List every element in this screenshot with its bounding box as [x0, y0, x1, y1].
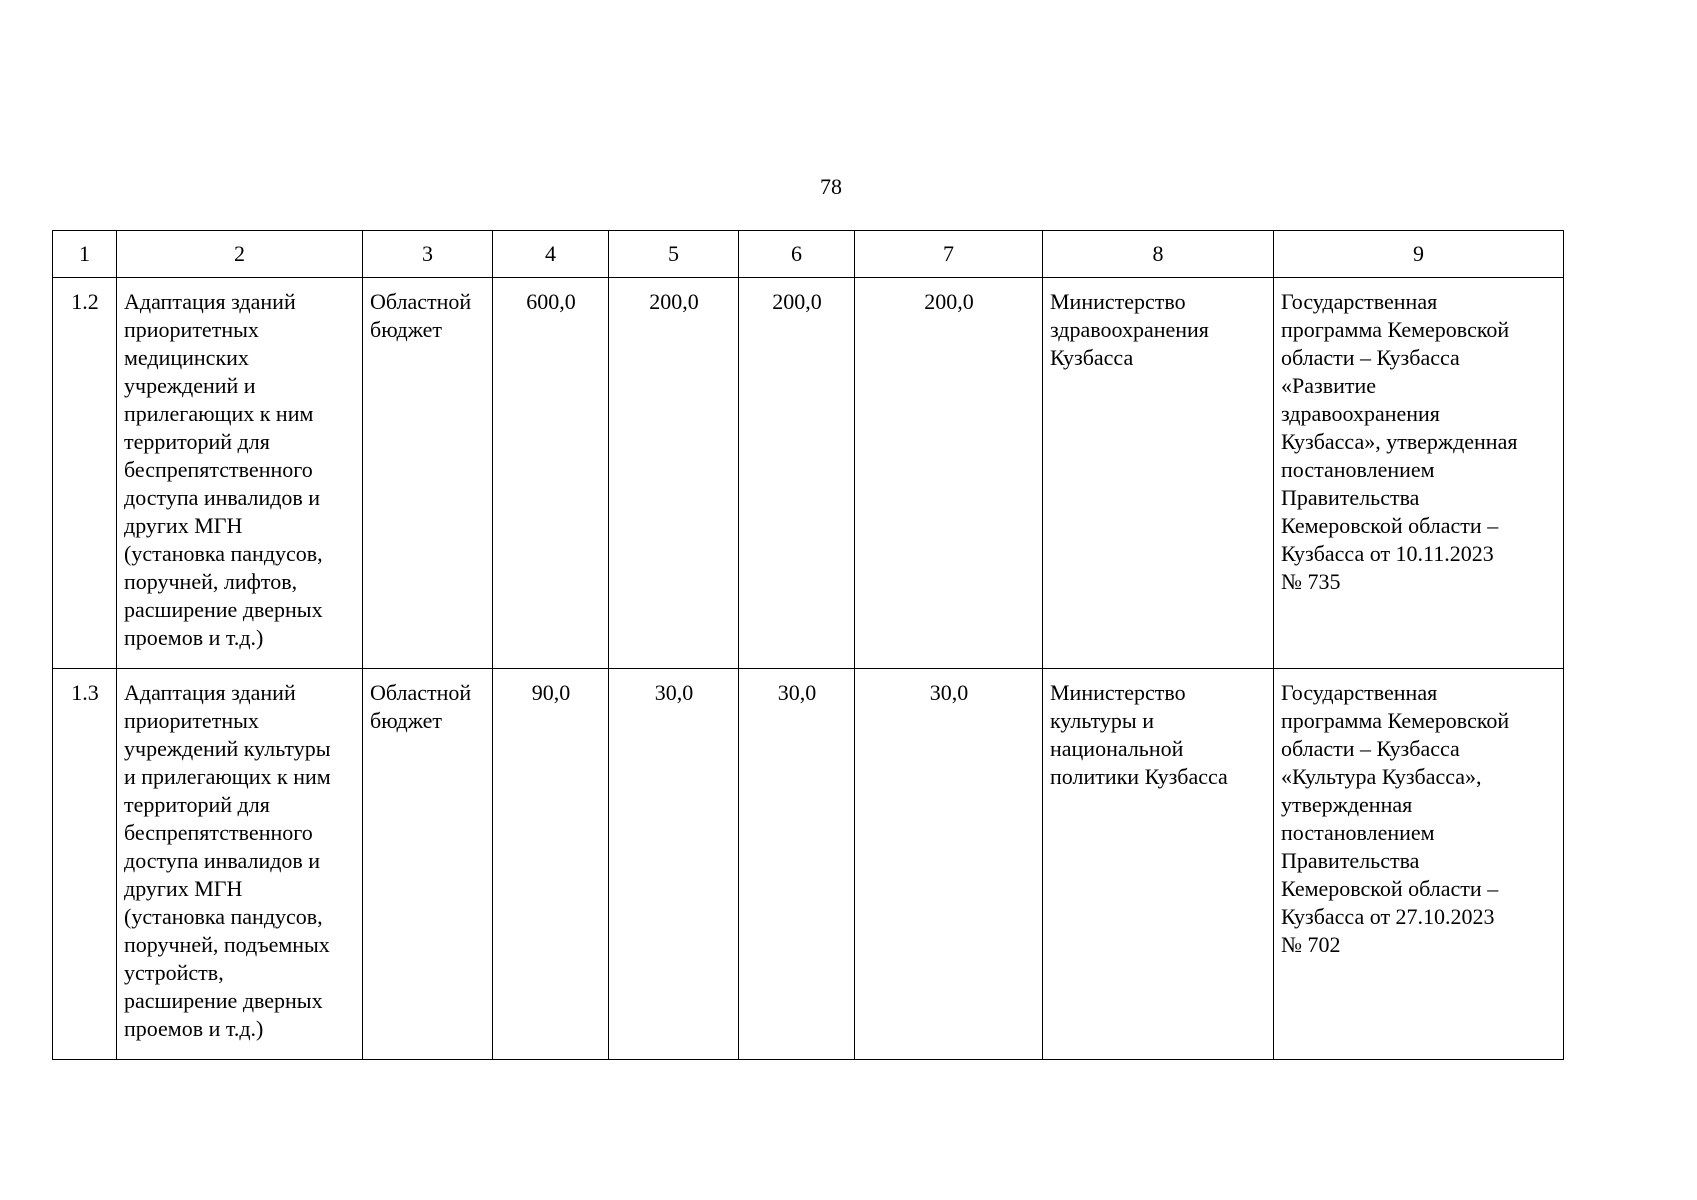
- column-header-1: 1: [53, 231, 117, 278]
- cell-text-line: области – Кузбасса: [1281, 736, 1460, 761]
- cell-text-line: территорий для: [124, 792, 270, 817]
- column-header-3: 3: [363, 231, 493, 278]
- amount-year-1: 200,0: [609, 278, 739, 669]
- cell-text-line: Министерство: [1050, 289, 1186, 314]
- measure-description: [117, 278, 363, 669]
- cell-text-line: бюджет: [370, 317, 442, 342]
- cell-text-line: доступа инвалидов и: [124, 848, 321, 873]
- funding-source: [363, 278, 493, 669]
- cell-text-line: Кемеровской области –: [1281, 513, 1499, 538]
- program-reference: [1274, 278, 1564, 669]
- column-header-4: 4: [493, 231, 609, 278]
- cell-text-line: Министерство: [1050, 680, 1186, 705]
- cell-text-line: постановлением: [1281, 820, 1435, 845]
- cell-text-line: Кузбасса от 10.11.2023: [1281, 541, 1494, 566]
- responsible-executor: [1043, 669, 1274, 1060]
- cell-text-line: учреждений культуры: [124, 736, 331, 761]
- row-number: 1.2: [53, 278, 117, 669]
- amount-year-2: 30,0: [739, 669, 855, 1060]
- amount-year-2: 200,0: [739, 278, 855, 669]
- program-reference: [1274, 669, 1564, 1060]
- cell-text-line: проемов и т.д.): [124, 625, 264, 650]
- cell-text-line: (установка пандусов,: [124, 904, 323, 929]
- table-row: [53, 278, 1564, 669]
- cell-text-line: области – Кузбасса: [1281, 345, 1460, 370]
- cell-text-line: здравоохранения: [1050, 317, 1209, 342]
- column-header-9: 9: [1274, 231, 1564, 278]
- row-number: 1.3: [53, 669, 117, 1060]
- cell-text-line: медицинских: [124, 345, 249, 370]
- cell-text-line: проемов и т.д.): [124, 1016, 264, 1041]
- cell-text-line: беспрепятственного: [124, 820, 313, 845]
- cell-text-line: «Развитие: [1281, 373, 1377, 398]
- cell-text-line: поручней, лифтов,: [124, 569, 298, 594]
- cell-text-line: Кузбасса от 27.10.2023: [1281, 904, 1495, 929]
- column-header-8: 8: [1043, 231, 1274, 278]
- responsible-executor: [1043, 278, 1274, 669]
- column-header-7: 7: [855, 231, 1043, 278]
- cell-text-line: и прилегающих к ним: [124, 764, 331, 789]
- measure-description: [117, 669, 363, 1060]
- cell-text-line: беспрепятственного: [124, 457, 313, 482]
- cell-text-line: бюджет: [370, 708, 442, 733]
- cell-text-line: программа Кемеровской: [1281, 708, 1510, 733]
- cell-text-line: Областной: [370, 680, 472, 705]
- cell-text-line: учреждений и: [124, 373, 256, 398]
- cell-text-line: программа Кемеровской: [1281, 317, 1510, 342]
- cell-text-line: приоритетных: [124, 317, 259, 342]
- cell-text-line: территорий для: [124, 429, 270, 454]
- column-header-5: 5: [609, 231, 739, 278]
- amount-total: 600,0: [493, 278, 609, 669]
- cell-text-line: Адаптация зданий: [124, 680, 296, 705]
- cell-text-line: культуры и: [1050, 708, 1154, 733]
- amount-total: 90,0: [493, 669, 609, 1060]
- cell-text-line: Правительства: [1281, 485, 1420, 510]
- cell-text-line: утвержденная: [1281, 792, 1413, 817]
- cell-text-line: Кемеровской области –: [1281, 876, 1499, 901]
- cell-text-line: (установка пандусов,: [124, 541, 323, 566]
- column-header-2: 2: [117, 231, 363, 278]
- cell-text-line: других МГН: [124, 876, 243, 901]
- cell-text-line: Кузбасса: [1050, 345, 1134, 370]
- cell-text-line: Областной: [370, 289, 472, 314]
- amount-year-1: 30,0: [609, 669, 739, 1060]
- page-number: 78: [820, 174, 842, 199]
- cell-text-line: Государственная: [1281, 680, 1438, 705]
- cell-text-line: политики Кузбасса: [1050, 764, 1228, 789]
- cell-text-line: Государственная: [1281, 289, 1438, 314]
- column-header-6: 6: [739, 231, 855, 278]
- cell-text-line: других МГН: [124, 513, 243, 538]
- cell-text-line: устройств,: [124, 960, 224, 985]
- cell-text-line: здравоохранения: [1281, 401, 1440, 426]
- table-row: [53, 669, 1564, 1060]
- cell-text-line: постановлением: [1281, 457, 1435, 482]
- cell-text-line: поручней, подъемных: [124, 932, 330, 957]
- table-header-row: [53, 231, 1564, 278]
- amount-year-3: 30,0: [855, 669, 1043, 1060]
- cell-text-line: национальной: [1050, 736, 1184, 761]
- amount-year-3: 200,0: [855, 278, 1043, 669]
- cell-text-line: Адаптация зданий: [124, 289, 296, 314]
- cell-text-line: «Культура Кузбасса»,: [1281, 764, 1482, 789]
- cell-text-line: доступа инвалидов и: [124, 485, 321, 510]
- cell-text-line: № 735: [1281, 569, 1341, 594]
- cell-text-line: № 702: [1281, 932, 1341, 957]
- cell-text-line: Кузбасса», утвержденная: [1281, 429, 1518, 454]
- cell-text-line: приоритетных: [124, 708, 259, 733]
- cell-text-line: Правительства: [1281, 848, 1420, 873]
- data-table: [52, 230, 1564, 1060]
- funding-source: [363, 669, 493, 1060]
- cell-text-line: прилегающих к ним: [124, 401, 314, 426]
- cell-text-line: расширение дверных: [124, 988, 323, 1013]
- cell-text-line: расширение дверных: [124, 597, 323, 622]
